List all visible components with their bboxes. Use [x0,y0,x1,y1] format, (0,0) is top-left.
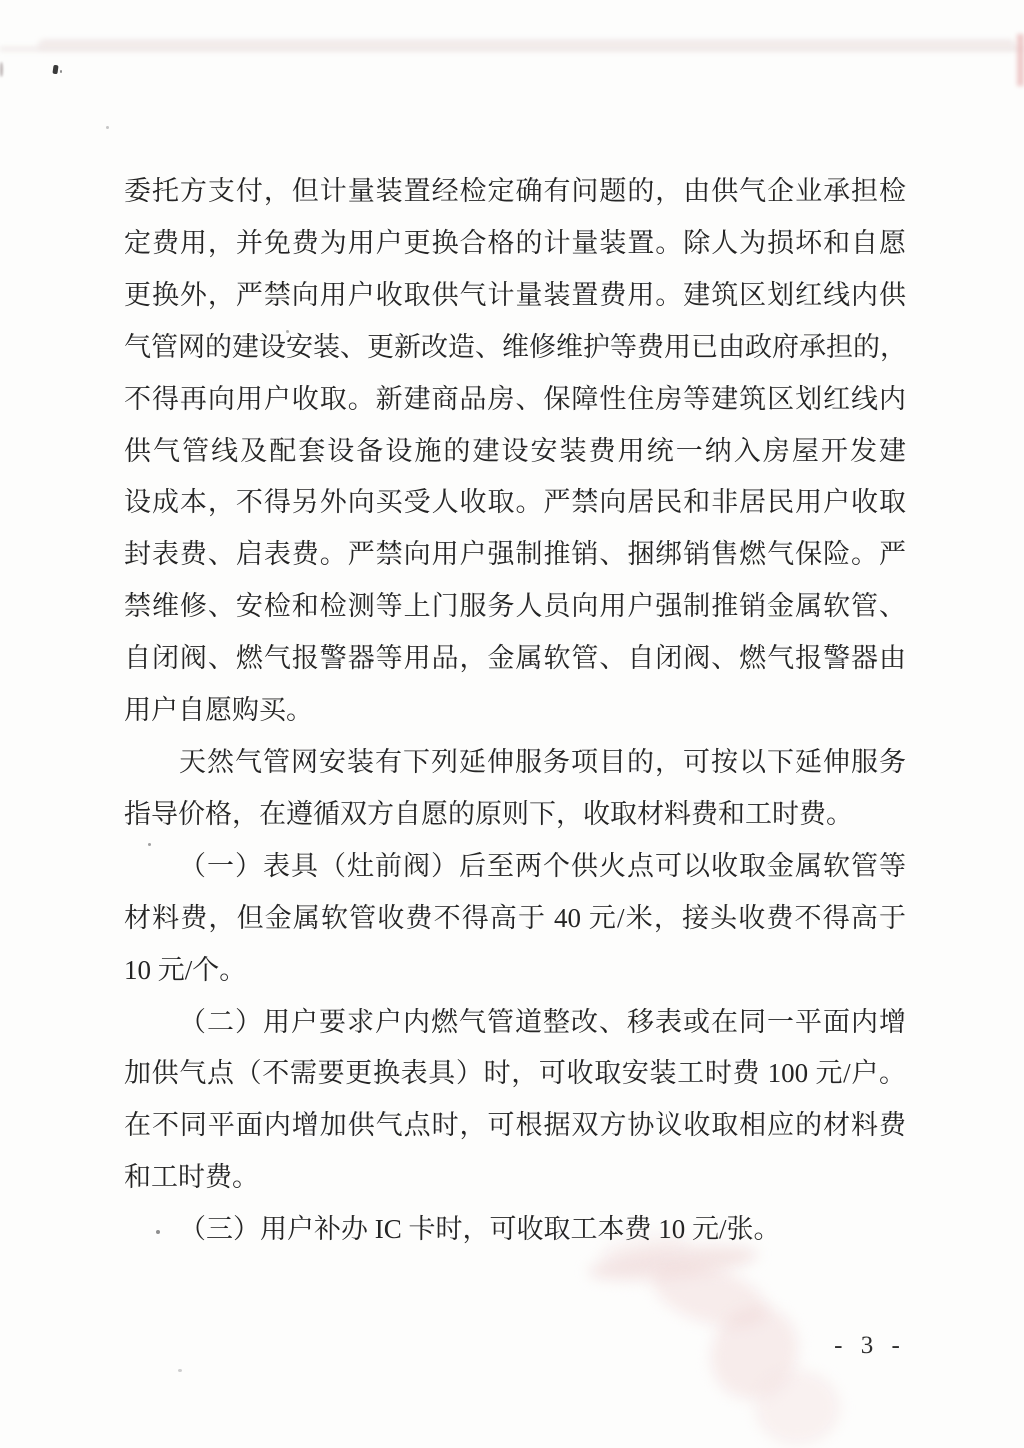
ink-speck [60,70,62,73]
document-body [124,166,906,1256]
text-line: 定费用，并免费为用户更换合格的计量装置。除人为损坏和自愿 [124,227,906,258]
text-line: 指导价格，在遵循双方自愿的原则下，收取材料费和工时费。 [124,798,853,829]
text-line: 不得再向用户收取。新建商品房、保障性住房等建筑区划红线内 [124,383,906,414]
text-line: 加供气点（不需要更换表具）时，可收取安装工时费 100 元/户。 [124,1058,906,1089]
text-line: （一）表具（灶前阀）后至两个供火点可以收取金属软管等 [179,850,906,881]
text-line: 设成本，不得另外向买受人收取。严禁向居民和非居民用户收取 [124,487,906,518]
text-line: 自闭阀、燃气报警器等用品，金属软管、自闭阀、燃气报警器由 [124,643,906,674]
text-line: （二）用户要求户内燃气管道整改、移表或在同一平面内增 [179,1006,906,1037]
text-line: 材料费，但金属软管收费不得高于 40 元/米，接头收费不得高于 [124,902,906,933]
text-line: 和工时费。 [124,1162,259,1193]
text-line: 气管网的建设安装、更新改造、维修维护等费用已由政府承担的， [124,331,907,362]
text-line: 委托方支付，但计量装置经检定确有问题的，由供气企业承担检 [124,176,906,206]
text-line: 10 元/个。 [124,954,247,985]
text-line: 封表费、启表费。严禁向用户强制推销、捆绑销售燃气保险。严 [124,539,906,570]
text-line: 用户自愿购买。 [124,695,313,726]
text-line: 更换外，严禁向用户收取供气计量装置费用。建筑区划红线内供 [124,279,906,310]
scan-shadow-artifact [0,46,1024,52]
ink-speck [0,62,3,77]
text-line: 天然气管网安装有下列延伸服务项目的，可按以下延伸服务 [179,746,906,777]
text-line: 供气管线及配套设备设施的建设安装费用统一纳入房屋开发建 [124,435,906,466]
text-line: 在不同平面内增加供气点时，可根据双方协议收取相应的材料费 [124,1110,906,1141]
ink-speck [178,1369,182,1372]
ink-speck [52,65,58,75]
scan-smudge [755,1370,840,1445]
scan-edge-artifact [1017,34,1024,86]
text-line: 禁维修、安检和检测等上门服务人员向用户强制推销金属软管、 [124,591,906,622]
ink-speck [106,126,109,129]
text-line: （三）用户补办 IC 卡时，可收取工本费 10 元/张。 [179,1214,781,1245]
page-number: - 3 - [834,1332,906,1359]
